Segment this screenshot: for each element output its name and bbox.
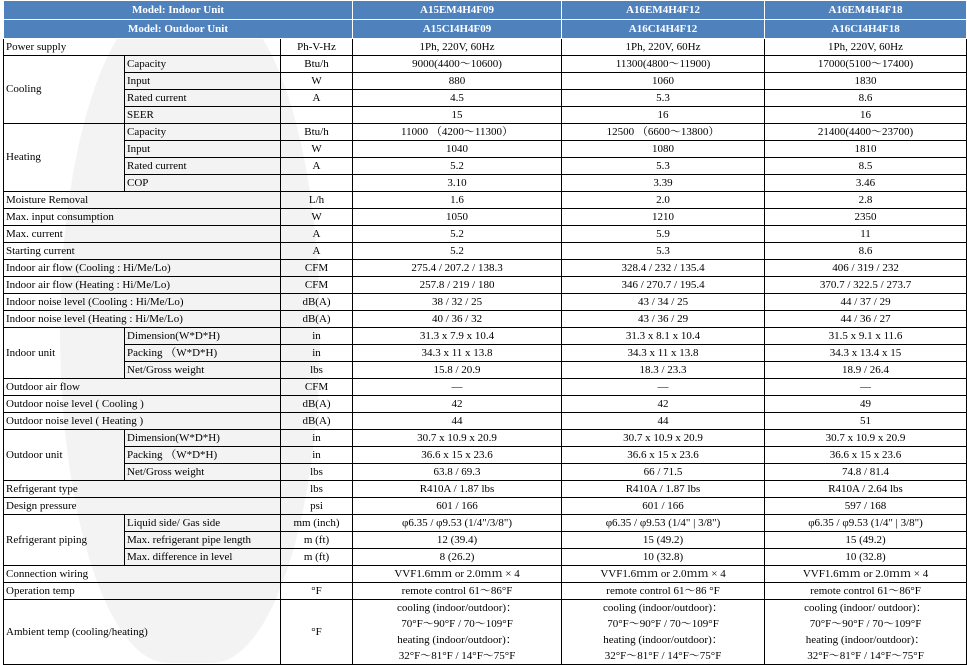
row-unit: m (ft) — [281, 549, 353, 566]
row-unit: in — [281, 345, 353, 362]
row-value: 1830 — [765, 73, 967, 90]
row-value: 36.6 x 15 x 23.6 — [765, 447, 967, 464]
row-value: 15.8 / 20.9 — [353, 362, 562, 379]
row-value: 31.5 x 9.1 x 11.6 — [765, 328, 967, 345]
row-value: 346 / 270.7 / 195.4 — [562, 277, 765, 294]
row-value: 275.4 / 207.2 / 138.3 — [353, 260, 562, 277]
row-value: 16 — [562, 107, 765, 124]
row-value: R410A / 1.87 lbs — [353, 481, 562, 498]
row-label: Starting current — [4, 243, 281, 260]
row-value: 3.39 — [562, 175, 765, 192]
row-label: Max. refrigerant pipe length — [125, 532, 281, 549]
table-row — [4, 90, 967, 107]
ambient-line: 70°F～90°F / 70～109°F — [401, 618, 513, 630]
row-value: 18.9 / 26.4 — [765, 362, 967, 379]
table-row — [4, 158, 967, 175]
group-label-heating: Heating — [4, 124, 125, 192]
row-label: Max. input consumption — [4, 209, 281, 226]
row-value: 601 / 166 — [562, 498, 765, 515]
row-value: 8 (26.2) — [353, 549, 562, 566]
row-value: 42 — [562, 396, 765, 413]
indoor-model-label: Model: Indoor Unit — [4, 1, 353, 20]
row-value: 3.10 — [353, 175, 562, 192]
row-label: Outdoor noise level ( Heating ) — [4, 413, 281, 430]
row-value: 2.8 — [765, 192, 967, 209]
row-value: 1810 — [765, 141, 967, 158]
row-label: Packing （W*D*H) — [125, 345, 281, 362]
row-value: — — [353, 379, 562, 396]
row-value: 601 / 166 — [353, 498, 562, 515]
table-row — [4, 260, 967, 277]
table-row — [4, 532, 967, 549]
outdoor-model: A16CI4H4F18 — [765, 20, 967, 39]
outdoor-model-label: Model: Outdoor Unit — [4, 20, 353, 39]
row-value: 15 (49.2) — [562, 532, 765, 549]
table-row — [4, 481, 967, 498]
row-unit: in — [281, 447, 353, 464]
table-row — [4, 362, 967, 379]
row-value: 5.3 — [562, 158, 765, 175]
row-value: 257.8 / 219 / 180 — [353, 277, 562, 294]
ambient-line: 70°F～90°F / 70～109°F — [809, 618, 922, 630]
row-value: 5.3 — [562, 90, 765, 107]
row-value: 49 — [765, 396, 967, 413]
row-value: 5.9 — [562, 226, 765, 243]
row-value: 10 (32.8) — [765, 549, 967, 566]
row-unit: Btu/h — [281, 56, 353, 73]
row-unit: dB(A) — [281, 311, 353, 328]
row-unit: CFM — [281, 379, 353, 396]
row-label: Capacity — [125, 124, 281, 141]
row-value: 38 / 32 / 25 — [353, 294, 562, 311]
table-row — [4, 447, 967, 464]
row-unit: CFM — [281, 277, 353, 294]
row-value: 5.2 — [353, 243, 562, 260]
row-value: 5.2 — [353, 226, 562, 243]
outdoor-model: A16CI4H4F12 — [562, 20, 765, 39]
table-row — [4, 192, 967, 209]
row-value: 1Ph, 220V, 60Hz — [765, 39, 967, 56]
row-value: 74.8 / 81.4 — [765, 464, 967, 481]
table-row — [4, 328, 967, 345]
row-value: 1050 — [353, 209, 562, 226]
row-value: 1080 — [562, 141, 765, 158]
table-row — [4, 243, 967, 260]
row-label: Dimension(W*D*H) — [125, 328, 281, 345]
table-row — [4, 73, 967, 90]
row-value: 44 / 36 / 27 — [765, 311, 967, 328]
row-unit: A — [281, 243, 353, 260]
row-value: VVF1.6ｍｍ or 2.0ｍｍ × 4 — [353, 566, 562, 583]
row-unit: psi — [281, 498, 353, 515]
ambient-line: heating (indoor/outdoor)： — [603, 634, 723, 646]
row-value: 43 / 34 / 25 — [562, 294, 765, 311]
row-value: 9000(4400～10600) — [353, 56, 562, 73]
row-label: Net/Gross weight — [125, 464, 281, 481]
row-unit: dB(A) — [281, 294, 353, 311]
row-value: 1040 — [353, 141, 562, 158]
row-label: Design pressure — [4, 498, 281, 515]
row-label: Rated current — [125, 158, 281, 175]
row-value: 370.7 / 322.5 / 273.7 — [765, 277, 967, 294]
group-label-outdoor-unit: Outdoor unit — [4, 430, 125, 481]
row-unit — [281, 175, 353, 192]
row-value: 34.3 x 11 x 13.8 — [562, 345, 765, 362]
row-value: 1Ph, 220V, 60Hz — [562, 39, 765, 56]
row-unit: A — [281, 226, 353, 243]
row-label: Operation temp — [4, 583, 281, 600]
indoor-model: A16EM4H4F18 — [765, 1, 967, 20]
row-value: 8.6 — [765, 243, 967, 260]
row-unit: in — [281, 430, 353, 447]
table-row — [4, 277, 967, 294]
row-unit: W — [281, 141, 353, 158]
row-value: φ6.35 / φ9.53 (1/4" | 3/8") — [562, 515, 765, 532]
spec-table — [3, 0, 967, 665]
table-row — [4, 566, 967, 583]
row-label: Power supply — [4, 39, 281, 56]
row-value: 11 — [765, 226, 967, 243]
row-value: — — [765, 379, 967, 396]
row-unit: L/h — [281, 192, 353, 209]
row-unit: A — [281, 90, 353, 107]
row-value: VVF1.6ｍｍ or 2.0ｍｍ × 4 — [765, 566, 967, 583]
row-value: 34.3 x 11 x 13.8 — [353, 345, 562, 362]
row-label: Input — [125, 73, 281, 90]
row-label: Input — [125, 141, 281, 158]
row-unit — [281, 566, 353, 583]
row-value: 1210 — [562, 209, 765, 226]
row-label: Indoor noise level (Cooling : Hi/Me/Lo) — [4, 294, 281, 311]
row-label: Packing （W*D*H) — [125, 447, 281, 464]
ambient-line: cooling (indoor/outdoor)： — [602, 602, 724, 614]
row-unit: lbs — [281, 481, 353, 498]
row-label: Liquid side/ Gas side — [125, 515, 281, 532]
row-value: 4.5 — [353, 90, 562, 107]
row-value: remote control 61～86°F — [353, 583, 562, 600]
row-label: SEER — [125, 107, 281, 124]
table-row — [4, 464, 967, 481]
row-label: Indoor noise level (Heating : Hi/Me/Lo) — [4, 311, 281, 328]
table-row — [4, 396, 967, 413]
row-label: Capacity — [125, 56, 281, 73]
header-row-indoor — [4, 1, 967, 20]
row-unit: lbs — [281, 464, 353, 481]
row-unit — [281, 107, 353, 124]
row-unit: W — [281, 209, 353, 226]
row-unit: Btu/h — [281, 124, 353, 141]
row-label: COP — [125, 175, 281, 192]
table-row — [4, 294, 967, 311]
table-row — [4, 515, 967, 532]
table-row — [4, 141, 967, 158]
row-value: 880 — [353, 73, 562, 90]
row-value: 10 (32.8) — [562, 549, 765, 566]
row-label: Indoor air flow (Heating : Hi/Me/Lo) — [4, 277, 281, 294]
row-value: 12500 （6600～13800） — [562, 124, 765, 141]
row-unit: m (ft) — [281, 532, 353, 549]
row-label: Max. difference in level — [125, 549, 281, 566]
row-value: 2350 — [765, 209, 967, 226]
row-value: 5.3 — [562, 243, 765, 260]
row-value: 5.2 — [353, 158, 562, 175]
row-label: Outdoor air flow — [4, 379, 281, 396]
row-value: 8.5 — [765, 158, 967, 175]
row-unit: Ph-V-Hz — [281, 39, 353, 56]
row-unit: mm (inch) — [281, 515, 353, 532]
row-unit: dB(A) — [281, 396, 353, 413]
header-row-outdoor — [4, 20, 967, 39]
row-value: 40 / 36 / 32 — [353, 311, 562, 328]
row-value: 42 — [353, 396, 562, 413]
row-label: Indoor air flow (Cooling : Hi/Me/Lo) — [4, 260, 281, 277]
row-value: 30.7 x 10.9 x 20.9 — [562, 430, 765, 447]
ambient-value — [765, 600, 967, 665]
row-value: 63.8 / 69.3 — [353, 464, 562, 481]
group-label-indoor-unit: Indoor unit — [4, 328, 125, 379]
row-value: 44 — [353, 413, 562, 430]
row-unit: °F — [281, 600, 353, 665]
row-value: 328.4 / 232 / 135.4 — [562, 260, 765, 277]
table-row — [4, 39, 967, 56]
table-row — [4, 549, 967, 566]
table-row — [4, 413, 967, 430]
table-row — [4, 226, 967, 243]
row-value: 15 — [353, 107, 562, 124]
row-value: 36.6 x 15 x 23.6 — [353, 447, 562, 464]
row-value: 30.7 x 10.9 x 20.9 — [765, 430, 967, 447]
table-row — [4, 311, 967, 328]
row-value: R410A / 2.64 lbs — [765, 481, 967, 498]
row-value: 1Ph, 220V, 60Hz — [353, 39, 562, 56]
table-row — [4, 498, 967, 515]
row-value: φ6.35 / φ9.53 (1/4"/3/8") — [353, 515, 562, 532]
row-value: 2.0 — [562, 192, 765, 209]
table-row — [4, 124, 967, 141]
row-value: 1060 — [562, 73, 765, 90]
row-value: 34.3 x 13.4 x 15 — [765, 345, 967, 362]
ambient-line: 32°F～81°F / 14°F～75°F — [807, 650, 924, 662]
table-row — [4, 209, 967, 226]
ambient-line: cooling (indoor/outdoor)： — [396, 602, 518, 614]
row-label: Ambient temp (cooling/heating) — [4, 600, 281, 665]
row-value: 597 / 168 — [765, 498, 967, 515]
table-row — [4, 379, 967, 396]
table-row — [4, 430, 967, 447]
row-value: 1.6 — [353, 192, 562, 209]
row-value: 30.7 x 10.9 x 20.9 — [353, 430, 562, 447]
row-value: 21400(4400～23700) — [765, 124, 967, 141]
ambient-line: heating (indoor/outdoor)： — [397, 634, 517, 646]
row-unit: CFM — [281, 260, 353, 277]
ambient-value — [353, 600, 562, 665]
group-label-refrigerant-piping: Refrigerant piping — [4, 515, 125, 566]
row-value: remote control 61～86 °F — [562, 583, 765, 600]
table-row — [4, 175, 967, 192]
row-value: R410A / 1.87 lbs — [562, 481, 765, 498]
row-value: 44 / 37 / 29 — [765, 294, 967, 311]
row-value: 16 — [765, 107, 967, 124]
row-value: 406 / 319 / 232 — [765, 260, 967, 277]
table-row — [4, 107, 967, 124]
outdoor-model: A15CI4H4F09 — [353, 20, 562, 39]
row-unit: lbs — [281, 362, 353, 379]
row-value: 17000(5100～17400) — [765, 56, 967, 73]
row-value: remote control 61～86°F — [765, 583, 967, 600]
row-unit: A — [281, 158, 353, 175]
group-label-cooling: Cooling — [4, 56, 125, 124]
row-value: VVF1.6ｍｍ or 2.0ｍｍ × 4 — [562, 566, 765, 583]
row-value: 44 — [562, 413, 765, 430]
row-value: 51 — [765, 413, 967, 430]
indoor-model: A15EM4H4F09 — [353, 1, 562, 20]
row-label: Max. current — [4, 226, 281, 243]
table-row — [4, 583, 967, 600]
row-unit: dB(A) — [281, 413, 353, 430]
row-unit: °F — [281, 583, 353, 600]
table-row — [4, 56, 967, 73]
row-label: Connection wiring — [4, 566, 281, 583]
ambient-value — [562, 600, 765, 665]
row-unit: W — [281, 73, 353, 90]
row-value: — — [562, 379, 765, 396]
row-value: 43 / 36 / 29 — [562, 311, 765, 328]
row-value: 12 (39.4) — [353, 532, 562, 549]
row-label: Refrigerant type — [4, 481, 281, 498]
table-row — [4, 600, 967, 665]
row-value: 18.3 / 23.3 — [562, 362, 765, 379]
row-value: 8.6 — [765, 90, 967, 107]
row-value: 11300(4800～11900) — [562, 56, 765, 73]
row-unit: in — [281, 328, 353, 345]
indoor-model: A16EM4H4F12 — [562, 1, 765, 20]
ambient-line: 32°F～81°F / 14°F～75°F — [604, 650, 722, 662]
ambient-line: heating (indoor/outdoor)： — [805, 634, 926, 646]
row-value: 66 / 71.5 — [562, 464, 765, 481]
row-label: Outdoor noise level ( Cooling ) — [4, 396, 281, 413]
row-label: Dimension(W*D*H) — [125, 430, 281, 447]
row-value: 15 (49.2) — [765, 532, 967, 549]
row-value: 3.46 — [765, 175, 967, 192]
table-row — [4, 345, 967, 362]
row-label: Rated current — [125, 90, 281, 107]
ambient-line: cooling (indoor/ outdoor)： — [804, 602, 927, 614]
row-label: Net/Gross weight — [125, 362, 281, 379]
row-value: 31.3 x 8.1 x 10.4 — [562, 328, 765, 345]
row-label: Moisture Removal — [4, 192, 281, 209]
ambient-line: 70°F～90°F / 70～109°F — [607, 618, 719, 630]
row-value: 31.3 x 7.9 x 10.4 — [353, 328, 562, 345]
row-value: φ6.35 / φ9.53 (1/4" | 3/8") — [765, 515, 967, 532]
row-value: 11000 （4200～11300） — [353, 124, 562, 141]
row-value: 36.6 x 15 x 23.6 — [562, 447, 765, 464]
ambient-line: 32°F～81°F / 14°F～75°F — [398, 650, 516, 662]
